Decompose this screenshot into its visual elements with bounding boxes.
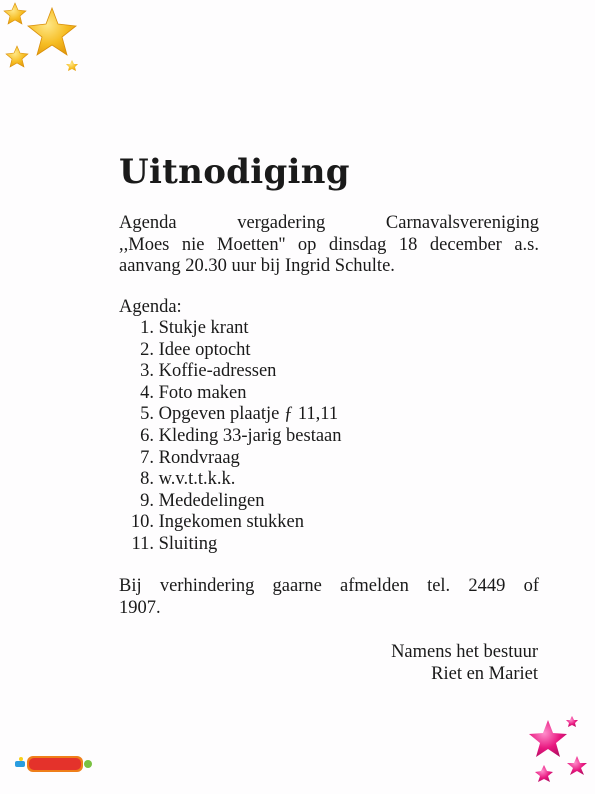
item-text: Mededelingen (158, 490, 265, 511)
yellow-stars-icon (0, 0, 90, 80)
agenda-heading: Agenda: (119, 297, 182, 317)
list-item (119, 534, 342, 556)
star-shape (567, 756, 587, 775)
footer-line: 1907. (119, 597, 161, 618)
signature-line: Namens het bestuur (391, 642, 538, 662)
item-number: 2. (140, 339, 154, 360)
footer-note (119, 576, 539, 619)
list-item (119, 318, 342, 340)
star-shape (66, 60, 78, 71)
item-text: w.v.t.t.k.k. (158, 469, 236, 490)
item-number: 8. (140, 469, 154, 490)
pink-stars-icon (520, 712, 590, 788)
list-item (119, 361, 342, 383)
page-title: Uitnodiging (119, 152, 350, 192)
list-item (119, 383, 342, 405)
item-number: 6. (140, 425, 154, 446)
agenda-list (119, 318, 342, 556)
star-shape (4, 3, 26, 24)
intro-paragraph (119, 213, 539, 278)
item-text: Kleding 33-jarig bestaan (158, 425, 342, 446)
star-shape (6, 46, 28, 67)
intro-line: ,,Moes nie Moetten'' op dinsdag 18 december a.s. (119, 234, 539, 255)
star-shape (529, 720, 567, 757)
intro-line: aanvang 20.30 uur bij Ingrid Schulte. (119, 256, 395, 276)
list-item (119, 512, 342, 534)
signature-line: Riet en Mariet (431, 664, 538, 684)
signature (391, 641, 538, 685)
item-text: Stukje krant (158, 318, 249, 338)
item-text: Koffie-adressen (158, 361, 277, 382)
star-shape (566, 716, 578, 727)
list-item (119, 426, 342, 448)
item-number: 5. (140, 404, 154, 425)
list-item (119, 448, 342, 470)
list-item (119, 340, 342, 362)
star-shape (28, 8, 76, 55)
item-text: Ingekomen stukken (158, 512, 305, 533)
site-logo (15, 755, 95, 773)
item-number: 1. (140, 318, 154, 338)
list-item (119, 491, 342, 513)
footer-line: Bij verhindering gaarne afmelden tel. 2449 of (119, 576, 539, 596)
item-number: 9. (140, 490, 154, 511)
item-text: Opgeven plaatje ƒ 11,11 (158, 404, 339, 425)
item-number: 7. (140, 447, 154, 468)
item-text: Idee optocht (158, 339, 251, 360)
list-item (119, 469, 342, 491)
item-number: 4. (140, 382, 154, 403)
item-text: Rondvraag (158, 447, 240, 468)
list-item (119, 404, 342, 426)
item-text: Sluiting (158, 533, 218, 554)
item-number: 3. (140, 361, 154, 382)
item-number: 10. (130, 512, 154, 533)
item-number: 11. (131, 533, 154, 554)
intro-line: Agenda vergadering Carnavalsvereniging (119, 213, 539, 233)
item-text: Foto maken (158, 382, 247, 403)
star-shape (535, 765, 553, 782)
